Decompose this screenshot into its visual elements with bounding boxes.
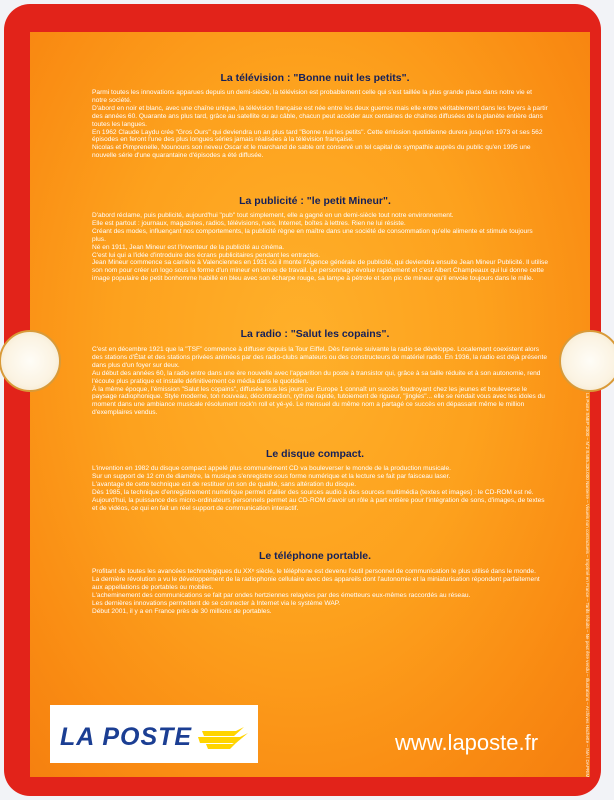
postal-card (4, 4, 601, 796)
website-url[interactable]: www.laposte.fr (395, 730, 539, 755)
paragraph: En 1962 Claude Laydu crée "Gros Ours" qui deviendra un an plus tard "Bonne nuit les petits". Cette émission quotidienne durera jusqu'en 1973 et ses 562 épisodes en feront l'une des plus longues séries jamais réalisées à la télévision française. (92, 128, 543, 144)
paragraph: Né en 1911, Jean Mineur est l'inventeur de la publicité au cinéma. (92, 243, 285, 251)
paragraph: Créant des modes, influençant nos comportements, la publicité règne en maître dans une société de consommation qu'elle alimente et stimule toujours plus. (92, 227, 533, 243)
paragraph: Sur un support de 12 cm de diamètre, la musique s'enregistre sous forme numérique et la lecture se fait par faisceau laser. (92, 472, 451, 480)
section-title-telephone: Le téléphone portable. (258, 550, 371, 562)
paragraph: Parmi toutes les innovations apparues depuis un demi-siècle, la télévision est probablement celle qui s'est taillée la plus grande place dans notre vie et notre société. (92, 89, 532, 104)
paragraph: Aujourd'hui, la puissance des micro-ordinateurs personnels permet au CD-ROM d'avoir un rôle à part entière pour l'intégration de sons, d'images, de textes et de vidéos, ce qui en fait un réel support de communication interactif. (92, 496, 545, 512)
paragraph: L'invention en 1982 du disque compact appelé plus communément CD va bouleverser le monde de la production musicale. (92, 465, 451, 472)
section-title-radio: La radio : "Salut les copains". (240, 328, 390, 340)
section-body-television (92, 89, 548, 160)
side-credits: La Poste SNEP 2000 – N°2 8.585.330.000 Nanterre – Visuels non contractuels – Imprimé en France – Tarifs réduits – Ne peut être vendu – Illustrations – Archives Hachette – INA / DAPRIM (585, 392, 590, 777)
section-title-publicite: La publicité : "le petit Mineur". (239, 195, 391, 207)
section-body-telephone (92, 568, 548, 615)
orange-panel (30, 32, 590, 777)
paragraph: Au début des années 60, la radio entre dans une ère nouvelle avec l'apparition du poste à transistor qui, grâce à sa taille réduite et à son autonomie, rend l'écoute plus pratique et installe définitivement ce média dans le quotidien. (92, 369, 541, 385)
section-body-radio (92, 346, 548, 417)
paragraph: Les dernières innovations permettent de se connecter à Internet via le système WAP. (92, 599, 341, 607)
la-poste-logo[interactable] (50, 705, 258, 763)
logo-text: LA POSTE (60, 723, 193, 751)
left-notch-circle (0, 330, 61, 392)
paragraph: La dernière révolution a vu le développement de la radiophonie cellulaire avec des appareils dont l'autonomie et la miniaturisation répondent parfaitement aux appellations de portables ou mobiles. (92, 575, 540, 591)
paragraph: Dès 1985, la technique d'enregistrement numérique permet d'allier des sources audio à des sources multimédia (textes et images) : le CD-ROM est né. (92, 488, 534, 496)
paragraph: L'avantage de cette technique est de restituer un son de qualité, sans altération du disque. (92, 480, 357, 488)
paragraph: D'abord réclame, puis publicité, aujourd'hui "pub" tout simplement, elle a gagné en un demi-siècle tout notre environnement. (92, 212, 454, 219)
paragraph: À la même époque, l'émission "Salut les copains", diffusée tous les jours par Europe 1 connaît un succès foudroyant chez les jeunes et bouleverse le paysage radiophonique. Style moderne, ton nouveau, décontraction, rythme rapide, tutoiement de rigueur, "jingles"... elle se rendait vous avec les idoles du moment dans une ambiance musicale résolument rock'n roll et yé-yé. Le mensuel du même nom a partagé ce succès en dépassant même le million d'exemplaires vendus. (92, 385, 545, 417)
section-title-disque: Le disque compact. (265, 448, 365, 460)
paragraph: Jean Mineur commence sa carrière à Valenciennes en 1931 où il monte l'Agence générale de publicité, qui deviendra ensuite Jean Mineur Publicité. Il utilise son nom pour créer un logo sous la forme d'un mineur en tenue de travail. Le personnage évolue rapidement et c'est Albert Champeaux qui lui donne cette image populaire de petit bonhomme habillé en bleu avec son écharpe rouge, sa lampe à pétrole et son pic de mineur qu'il envoie toujours dans le mille. (92, 259, 549, 283)
paragraph: L'acheminement des communications se fait par ondes hertziennes relayées par des émetteurs eux-mêmes raccordés au réseau. (92, 591, 471, 599)
la-poste-bird-icon (196, 723, 250, 751)
paragraph: Elle est partout : journaux, magazines, radios, télévisions, rues, Internet, boîtes à lettres. Rien ne lui résiste. (92, 219, 406, 227)
paragraph: C'est lui qui a l'idée d'introduire des écrans publicitaires pendant les entractes. (92, 251, 321, 259)
paragraph: Nicolas et Pimprenelle, Nounours son neveu Oscar et le marchand de sable ont conservé un tel capital de sympathie auprès du public qu'en 1995 une nouvelle série d'une quarantaine d'épisodes a été diffusée. (92, 144, 531, 160)
paragraph: C'est en décembre 1921 que la "TSF" commence à diffuser depuis la Tour Eiffel. Dès l'année suivante la radio se développe. Localement coexistent alors des stations d'État et des stations privées animées par des radio-clubs amateurs ou des constructeurs de matériel radio. En 1936, la radio est déjà présente dans plus d'un foyer sur deux. (92, 346, 548, 369)
paragraph: D'abord en noir et blanc, avec une chaîne unique, la télévision française est née entre les deux guerres mais elle entre véritablement dans les foyers à partir des années 60. Quarante ans plus tard, grâce au satellite ou au câble, chacun peut accéder aux centaines de chaînes diffusées de la planète entière dans toutes les langues. (92, 104, 548, 128)
section-title-television: La télévision : "Bonne nuit les petits". (220, 72, 410, 84)
paragraph: Début 2001, il y a en France près de 30 millions de portables. (92, 607, 272, 615)
section-body-disque (92, 465, 548, 512)
section-body-publicite (92, 212, 548, 283)
paragraph: Profitant de toutes les avancées technologiques du XXᵉ siècle, le téléphone est devenu l'outil personnel de communication le plus utilisé dans le monde. (92, 568, 536, 575)
